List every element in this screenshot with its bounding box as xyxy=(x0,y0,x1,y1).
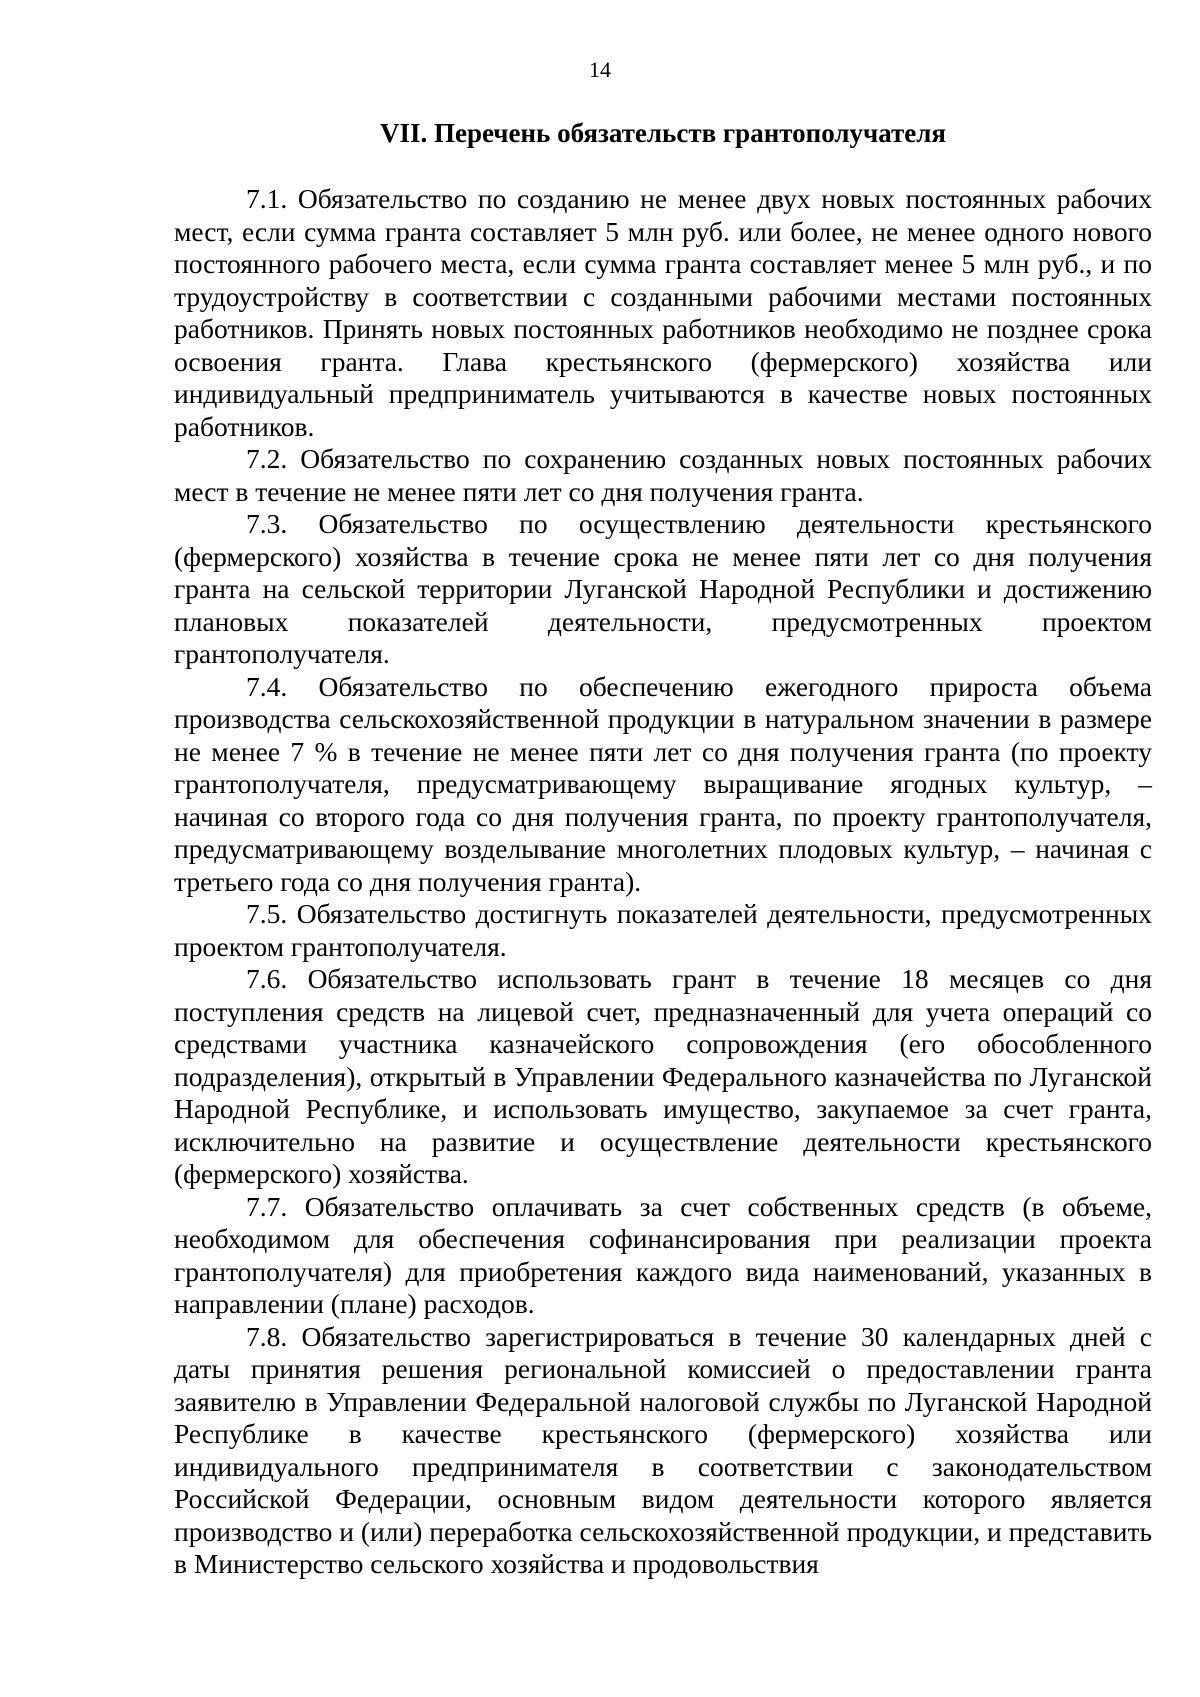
paragraph-7-6: 7.6. Обязательство использовать грант в течение 18 месяцев со дня поступления средств на лицевой счет, предназначенный для учета операций со средствами участника казначейского сопровождения (его обособленного подразделения), открытый в Управлении Федерального казначейства по Луганской Народной Республике, и использовать имущество, закупаемое за счет гранта, исключительно на развитие и осуществление деятельности крестьянского (фермерского) хозяйства. xyxy=(174,963,1152,1189)
paragraph-7-3: 7.3. Обязательство по осуществлению деятельности крестьянского (фермерского) хозяйства в течение срока не менее пяти лет со дня получения гранта на сельской территории Луганской Народной Республики и достижению плановых показателей деятельности, предусмотренных проектом грантополучателя. xyxy=(174,508,1152,669)
page-number: 14 xyxy=(589,57,611,82)
paragraph-7-4: 7.4. Обязательство по обеспечению ежегодного прироста объема производства сельскохозяйственной продукции в натуральном значении в размере не менее 7 % в течение не менее пяти лет со дня получения гранта (по проекту грантополучателя, предусматривающему выращивание ягодных культур, – начиная со второго года со дня получения гранта, по проекту грантополучателя, предусматривающему возделывание многолетних плодовых культур, – начиная с третьего года со дня получения гранта). xyxy=(174,670,1152,897)
paragraph-7-2: 7.2. Обязательство по сохранению созданных новых постоянных рабочих мест в течение не менее пяти лет со дня получения гранта. xyxy=(174,443,1152,507)
document-body xyxy=(174,183,1152,1581)
paragraph-7-1: 7.1. Обязательство по созданию не менее двух новых постоянных рабочих мест, если сумма гранта составляет 5 млн руб. или более, не менее одного нового постоянного рабочего места, если сумма гранта составляет менее 5 млн руб., и по трудоустройству в соответствии с созданными рабочими местами постоянных работников. Принять новых постоянных работников необходимо не позднее срока освоения гранта. Глава крестьянского (фермерского) хозяйства или индивидуальный предприниматель учитываются в качестве новых постоянных работников. xyxy=(174,183,1152,442)
paragraph-7-5: 7.5. Обязательство достигнуть показателей деятельности, предусмотренных проектом грантополучателя. xyxy=(174,898,1152,962)
paragraph-7-7: 7.7. Обязательство оплачивать за счет собственных средств (в объеме, необходимом для обеспечения софинансирования при реализации проекта грантополучателя) для приобретения каждого вида наименований, указанных в направлении (плане) расходов. xyxy=(174,1190,1152,1319)
section-title: VII. Перечень обязательств грантополучателя xyxy=(379,118,947,148)
paragraph-7-8: 7.8. Обязательство зарегистрироваться в течение 30 календарных дней с даты принятия решения региональной комиссией о предоставлении гранта заявителю в Управлении Федеральной налоговой службы по Луганской Народной Республике в качестве крестьянского (фермерского) хозяйства или индивидуального предпринимателя в соответствии с законодательством Российской Федерации, основным видом деятельности которого является производство и (или) переработка сельскохозяйственной продукции, и представить в Министерство сельского хозяйства и продовольствия xyxy=(174,1320,1152,1579)
